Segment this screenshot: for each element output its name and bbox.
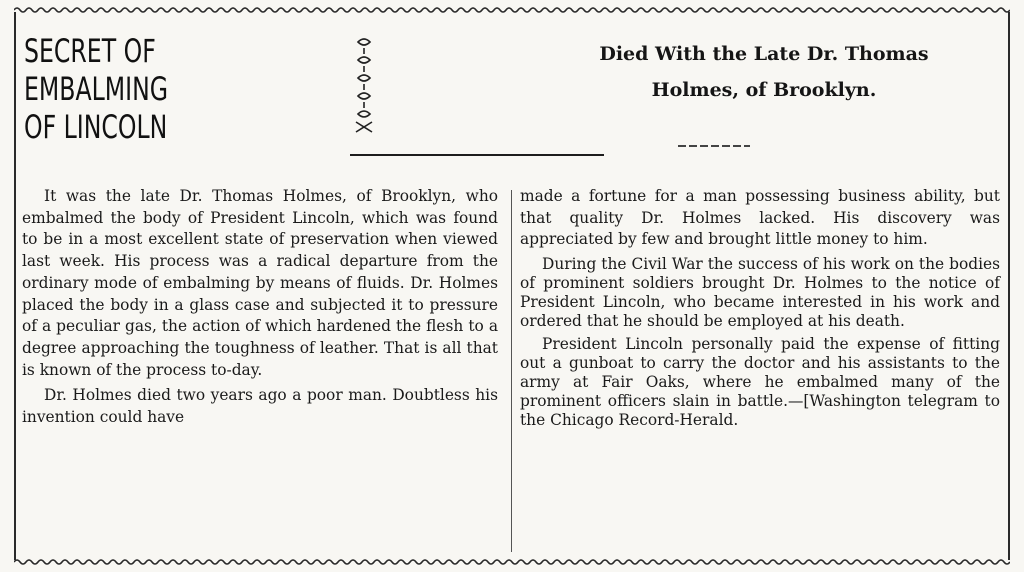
headline-underline-rule [350,154,604,156]
paragraph: President Lincoln personally paid the expense of fitting out a gunboat to carry the doctor and his assistants to the army at Fair Oaks, where he embalmed many of the prominent officers slain in battle.—[Washington telegram to the Chicago Record-Herald. [520,335,1000,430]
headline-line-1: SECRET OF [24,32,156,70]
paragraph: During the Civil War the success of his work on the bodies of prominent soldiers brought Dr. Holmes to the notice of President Lincoln, who became interested in his work and ordered that he should be employed at his death. [520,255,1000,331]
ornament-divider-icon [350,36,378,136]
bottom-wavy-rule [14,558,1010,566]
article-column-right [520,186,1000,434]
subheadline [520,36,1008,108]
subhead-dash-rule [678,145,750,147]
top-wavy-rule [14,6,1010,14]
subheadline-line-2: Holmes, of Brooklyn. [651,79,877,101]
subheadline-line-1: Died With the Late Dr. Thomas [599,43,929,65]
paragraph: It was the late Dr. Thomas Holmes, of Brooklyn, who embalmed the body of President Lincoln, which was found to be in a most excellent state of preservation when viewed last week. His process was a radical departure from the ordinary mode of embalming by means of fluids. Dr. Holmes placed the body in a glass case and subjected it to pressure of a peculiar gas, the action of which hardened the flesh to a degree approaching the toughness of leather. That is all that is known of the process to-day. [22,187,498,379]
left-border-rule [14,12,16,560]
right-border-rule [1008,12,1010,560]
column-divider-rule [511,190,512,552]
paragraph: made a fortune for a man possessing business ability, but that quality Dr. Holmes lacked. His discovery was appreciated by few and brought little money to him. [520,187,1000,249]
article-column-left [22,186,498,433]
headline-line-3: OF LINCOLN [24,108,168,146]
paragraph: Dr. Holmes died two years ago a poor man. Doubtless his invention could have [22,386,498,427]
headline [24,32,168,146]
headline-line-2: EMBALMING [24,70,169,108]
